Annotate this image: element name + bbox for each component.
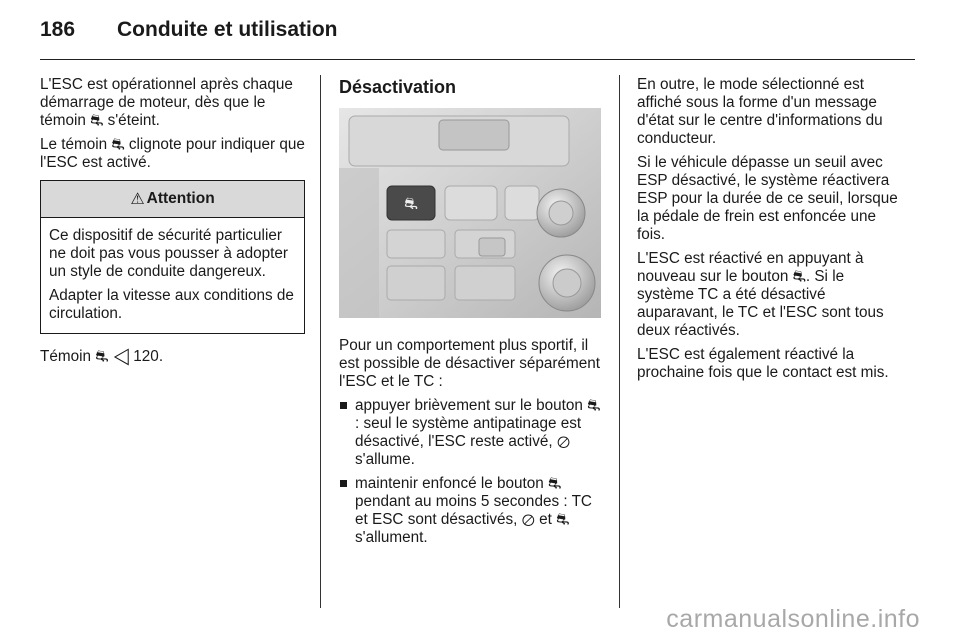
reference-line: Témoin ⛐ ◁ 120. [40,348,164,365]
column-1 [40,76,305,372]
paragraph: Le témoin ⛐ clignote pour indiquer que l'ESC est activé. [40,136,305,171]
bullet-icon [340,480,347,487]
warning-title: Attention [146,190,215,207]
header-rule [40,59,915,60]
paragraph: Si le véhicule dépasse un seuil avec ESP désactivé, le système réactivera ESP pour la durée de ce seuil, lorsque la pédale de frein est enfoncée une fois. [637,154,898,243]
paragraph: L'ESC est réactivé en appuyant à nouveau sur le bouton ⛐. Si le système TC a été désactivé auparavant, le TC et l'ESC sont tous deux réactivés. [637,250,884,339]
section-title: Conduite et utilisation [117,18,338,41]
list-item [339,397,604,469]
column-3 [637,76,903,388]
warning-text: Adapter la vitesse aux conditions de circulation. [49,287,294,322]
page-header [40,18,338,42]
warning-body [41,218,304,333]
column-divider-1 [320,75,321,608]
svg-text:⛐: ⛐ [404,194,418,213]
list-item [339,475,604,547]
list-item-text: maintenir enfoncé le bouton ⛐ pendant au moins 5 secondes : TC et ESC sont désactivés, ⊘ et ⛐ s'allument. [355,475,592,546]
warning-header [41,181,304,218]
column-2 [339,76,604,553]
list-item-text: appuyer brièvement sur le bouton ⛐ : seul le système antipatinage est désactivé, l'ESC reste activé, ⊘ s'allume. [355,397,601,468]
watermark-text: carmanualsonline.info [666,605,920,633]
warning-box [40,180,305,334]
bullet-icon [340,402,347,409]
console-photo [339,108,601,318]
paragraph: Pour un comportement plus sportif, il est possible de désactiver séparément l'ESC et le TC : [339,337,601,390]
bullet-list [339,397,604,547]
warning-text: Ce dispositif de sécurité particulier ne doit pas vous pousser à adopter un style de conduite dangereux. [49,227,288,280]
warning-triangle-icon: ⚠ [130,189,145,208]
section-heading: Désactivation [339,77,457,97]
paragraph: En outre, le mode sélectionné est affiché sous la forme d'un message d'état sur le centre d'informations du conducteur. [637,76,883,147]
paragraph: L'ESC est également réactivé la prochaine fois que le contact est mis. [637,346,889,381]
column-divider-2 [619,75,620,608]
page-number: 186 [40,18,76,41]
paragraph: L'ESC est opérationnel après chaque démarrage de moteur, dès que le témoin ⛐ s'éteint. [40,76,293,129]
